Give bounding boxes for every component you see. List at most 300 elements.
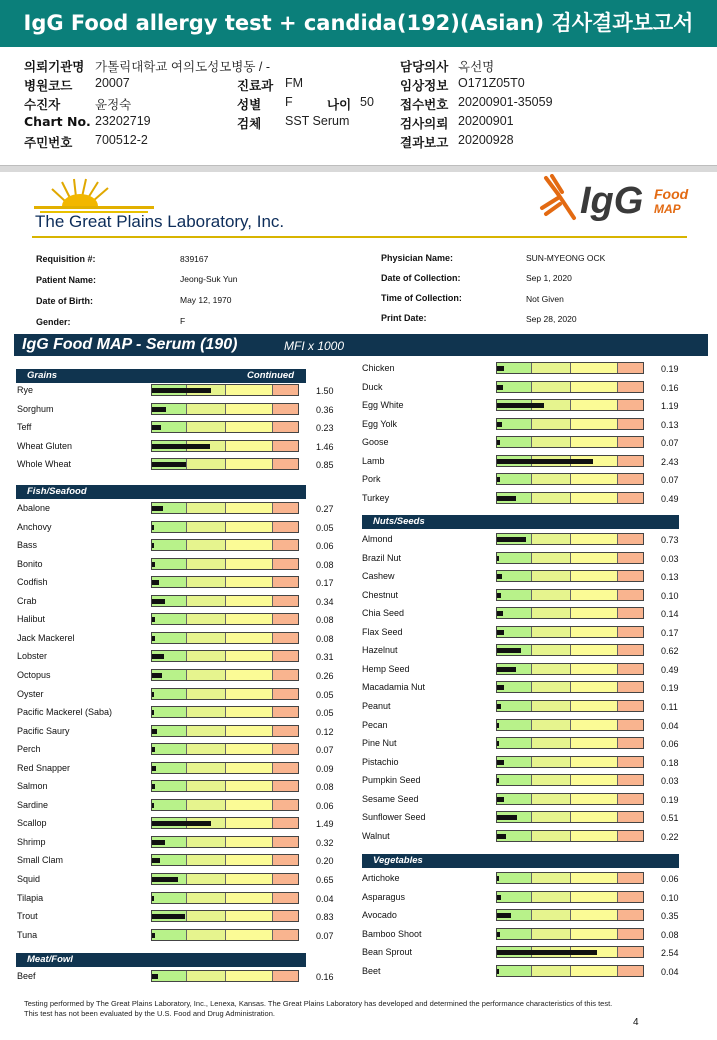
bar-zone xyxy=(532,553,571,563)
bar-zone xyxy=(187,459,226,469)
food-row xyxy=(17,852,346,870)
food-value: 0.20 xyxy=(316,856,334,867)
bar-zone xyxy=(273,459,298,469)
bar-fill xyxy=(497,574,502,579)
bar-zone xyxy=(226,633,273,643)
header-label: 결과보고 xyxy=(400,135,449,150)
reactivity-bar xyxy=(496,681,644,693)
bar-zone xyxy=(532,892,571,902)
section-title: Vegetables xyxy=(373,855,423,866)
bar-zone xyxy=(187,404,226,414)
bar-zone xyxy=(571,757,618,767)
header-value: 20200901 xyxy=(458,114,514,128)
bar-zone xyxy=(618,910,643,920)
bar-zone xyxy=(618,419,643,429)
food-row xyxy=(362,531,691,549)
bar-zone xyxy=(273,559,298,569)
page-number: 4 xyxy=(633,1017,639,1028)
food-value: 0.14 xyxy=(661,609,679,620)
food-value: 0.08 xyxy=(661,929,679,940)
food-row xyxy=(362,416,691,434)
bar-fill xyxy=(497,950,597,955)
antibody-icon xyxy=(538,174,582,226)
header-label: 검사의뢰 xyxy=(400,116,449,131)
bar-fill xyxy=(497,496,516,501)
bar-zone xyxy=(273,596,298,606)
food-value: 0.03 xyxy=(661,776,679,787)
bar-zone xyxy=(187,781,226,791)
request-header xyxy=(0,50,717,167)
reactivity-bar xyxy=(496,811,644,823)
bar-zone xyxy=(497,419,532,429)
food-row xyxy=(17,611,346,629)
bar-zone xyxy=(571,812,618,822)
bar-zone xyxy=(226,855,273,865)
bar-fill xyxy=(497,556,499,561)
food-row xyxy=(17,574,346,592)
food-value: 2.54 xyxy=(661,948,679,959)
bar-zone xyxy=(226,441,273,451)
food-value: 0.07 xyxy=(316,745,334,756)
bar-zone xyxy=(532,738,571,748)
bar-zone xyxy=(273,633,298,643)
reactivity-bar xyxy=(151,817,299,829)
igg-food-map-logo xyxy=(538,174,698,230)
food-name: Bean Sprout xyxy=(362,947,413,958)
bar-zone xyxy=(532,775,571,785)
bar-fill xyxy=(497,895,501,900)
section-title: Fish/Seafood xyxy=(27,486,87,497)
bar-zone xyxy=(571,682,618,692)
bar-fill xyxy=(152,506,163,511)
bar-zone xyxy=(152,763,187,773)
bar-zone xyxy=(571,437,618,447)
food-row xyxy=(17,778,346,796)
bar-zone xyxy=(187,540,226,550)
bar-zone xyxy=(618,400,643,410)
bar-zone xyxy=(571,608,618,618)
bar-zone xyxy=(618,892,643,902)
bar-zone xyxy=(273,441,298,451)
bar-zone xyxy=(618,627,643,637)
reactivity-bar xyxy=(151,502,299,514)
bar-zone xyxy=(497,437,532,447)
bar-zone xyxy=(226,726,273,736)
food-value: 0.62 xyxy=(661,646,679,657)
bar-zone xyxy=(571,910,618,920)
bar-zone xyxy=(273,818,298,828)
patient-value: Sep 1, 2020 xyxy=(526,273,572,283)
reactivity-bar xyxy=(496,737,644,749)
food-value: 0.05 xyxy=(316,689,334,700)
bar-zone xyxy=(226,614,273,624)
food-name: Sunflower Seed xyxy=(362,812,426,823)
food-name: Crab xyxy=(17,595,37,606)
food-value: 0.83 xyxy=(316,912,334,923)
bar-zone xyxy=(532,812,571,822)
header-value: F xyxy=(285,95,293,109)
food-name: Rye xyxy=(17,385,34,395)
bar-zone xyxy=(273,522,298,532)
food-value: 0.10 xyxy=(661,892,679,903)
bar-zone xyxy=(152,522,187,532)
food-value: 0.32 xyxy=(316,837,334,848)
food-name: Egg White xyxy=(362,400,404,411)
bar-zone xyxy=(618,873,643,883)
food-name: Trout xyxy=(17,911,38,922)
bar-fill xyxy=(497,932,500,937)
food-row xyxy=(17,741,346,759)
food-name: Pistachio xyxy=(362,756,399,767)
food-row xyxy=(362,698,691,716)
bar-zone xyxy=(532,831,571,841)
food-value: 0.18 xyxy=(661,757,679,768)
report-title: IgG Food allergy test + candida(192)(Asian) 검사결과보고서 xyxy=(0,0,717,47)
food-name: Halibut xyxy=(17,614,46,625)
bar-zone xyxy=(618,645,643,655)
header-value: 옥선명 xyxy=(458,60,495,74)
bar-fill xyxy=(152,388,211,393)
food-value: 0.07 xyxy=(316,930,334,941)
bar-zone xyxy=(187,893,226,903)
bar-zone xyxy=(618,456,643,466)
food-name: Bonito xyxy=(17,558,43,569)
bar-fill xyxy=(152,692,154,697)
patient-label: Physician Name: xyxy=(381,253,454,263)
food-row xyxy=(17,760,346,778)
food-name: Peanut xyxy=(362,700,391,711)
reactivity-bar xyxy=(496,644,644,656)
bar-fill xyxy=(152,543,154,548)
bar-zone xyxy=(273,614,298,624)
bar-fill xyxy=(497,385,503,390)
bar-zone xyxy=(571,664,618,674)
header-value: FM xyxy=(285,76,304,90)
food-row xyxy=(362,642,691,660)
food-row xyxy=(362,791,691,809)
food-row xyxy=(362,360,691,378)
patient-label: Gender: xyxy=(36,317,71,327)
reactivity-bar xyxy=(496,418,644,430)
food-value: 0.08 xyxy=(316,559,334,570)
food-name: Sesame Seed xyxy=(362,793,419,804)
bar-zone xyxy=(497,590,532,600)
patient-value: May 12, 1970 xyxy=(180,295,232,305)
bar-zone xyxy=(571,775,618,785)
bar-fill xyxy=(497,969,499,974)
reactivity-bar xyxy=(151,970,299,982)
bar-zone xyxy=(618,720,643,730)
food-value: 0.06 xyxy=(316,800,334,811)
bar-zone xyxy=(273,855,298,865)
food-name: Oyster xyxy=(17,688,44,699)
food-value: 0.19 xyxy=(661,794,679,805)
header-label: 담당의사 xyxy=(400,59,449,74)
food-value: 0.19 xyxy=(661,364,679,374)
food-name: Pine Nut xyxy=(362,738,397,749)
bar-zone xyxy=(571,831,618,841)
food-name: Cashew xyxy=(362,571,395,582)
bar-fill xyxy=(152,407,166,412)
bar-zone xyxy=(152,781,187,791)
bar-zone xyxy=(152,726,187,736)
food-row xyxy=(362,889,691,907)
food-name: Hemp Seed xyxy=(362,663,410,674)
food-row xyxy=(362,907,691,925)
reactivity-bar xyxy=(151,521,299,533)
bar-fill xyxy=(152,729,157,734)
food-value: 0.09 xyxy=(316,763,334,774)
bar-zone xyxy=(532,363,571,373)
bar-zone xyxy=(532,929,571,939)
food-name: Pacific Mackerel (Saba) xyxy=(17,707,113,718)
reactivity-bar xyxy=(496,492,644,504)
bar-zone xyxy=(497,775,532,785)
bar-zone xyxy=(532,794,571,804)
bar-zone xyxy=(497,929,532,939)
bar-fill xyxy=(152,766,156,771)
bar-fill xyxy=(152,858,160,863)
food-value: 0.04 xyxy=(661,720,679,731)
header-label: 의뢰기관명 xyxy=(24,59,85,74)
bar-fill xyxy=(152,673,162,678)
section-header xyxy=(16,953,306,967)
food-name: Octopus xyxy=(17,669,51,680)
bar-zone xyxy=(532,701,571,711)
food-value: 0.49 xyxy=(661,493,679,504)
bar-fill xyxy=(497,459,593,464)
header-label: 수진자 xyxy=(24,97,61,112)
bar-fill xyxy=(152,654,164,659)
bar-zone xyxy=(618,571,643,581)
reactivity-bar xyxy=(496,774,644,786)
food-row xyxy=(17,382,346,400)
bar-fill xyxy=(497,403,544,408)
bar-zone xyxy=(226,422,273,432)
food-name: Tuna xyxy=(17,929,38,940)
food-value: 0.07 xyxy=(661,475,679,486)
food-row xyxy=(17,593,346,611)
food-row xyxy=(362,587,691,605)
bar-zone xyxy=(497,892,532,902)
bar-fill xyxy=(152,525,154,530)
food-row xyxy=(17,500,346,518)
food-value: 0.03 xyxy=(661,553,679,564)
bar-zone xyxy=(618,794,643,804)
food-row xyxy=(362,809,691,827)
bar-zone xyxy=(187,800,226,810)
bar-zone xyxy=(571,627,618,637)
food-name: Jack Mackerel xyxy=(17,632,75,643)
food-name: Scallop xyxy=(17,818,47,829)
food-value: 0.85 xyxy=(316,460,334,471)
food-row xyxy=(17,927,346,945)
reactivity-bar xyxy=(496,399,644,411)
bar-zone xyxy=(571,553,618,563)
food-row xyxy=(362,679,691,697)
bar-zone xyxy=(532,437,571,447)
bar-fill xyxy=(152,617,155,622)
bar-zone xyxy=(273,930,298,940)
bar-zone xyxy=(532,873,571,883)
bar-zone xyxy=(273,874,298,884)
bar-zone xyxy=(152,614,187,624)
food-value: 0.17 xyxy=(316,578,334,589)
bar-zone xyxy=(226,503,273,513)
food-row xyxy=(17,797,346,815)
bar-zone xyxy=(532,419,571,429)
bar-zone xyxy=(618,775,643,785)
bar-zone xyxy=(226,800,273,810)
patient-value: 839167 xyxy=(180,254,209,264)
bar-fill xyxy=(497,876,499,881)
header-label: 접수번호 xyxy=(400,97,449,112)
food-value: 0.73 xyxy=(661,535,679,545)
bar-zone xyxy=(532,664,571,674)
reactivity-bar xyxy=(151,929,299,941)
reactivity-bar xyxy=(151,458,299,470)
food-row xyxy=(17,667,346,685)
bar-zone xyxy=(187,855,226,865)
food-value: 0.65 xyxy=(316,875,334,885)
bar-zone xyxy=(532,474,571,484)
bar-zone xyxy=(618,608,643,618)
food-name: Asparagus xyxy=(362,891,406,902)
bar-zone xyxy=(497,873,532,883)
food-row xyxy=(362,754,691,772)
bar-zone xyxy=(571,474,618,484)
food-row xyxy=(17,686,346,704)
food-name: Teff xyxy=(17,422,32,433)
bar-zone xyxy=(226,911,273,921)
bar-zone xyxy=(187,930,226,940)
reactivity-bar xyxy=(151,688,299,700)
bar-zone xyxy=(497,738,532,748)
reactivity-bar xyxy=(496,381,644,393)
bar-fill xyxy=(497,797,504,802)
reactivity-bar xyxy=(496,793,644,805)
food-row xyxy=(17,519,346,537)
bar-zone xyxy=(532,720,571,730)
bar-zone xyxy=(497,571,532,581)
bar-zone xyxy=(618,590,643,600)
bar-zone xyxy=(226,837,273,847)
reactivity-bar xyxy=(496,663,644,675)
reactivity-bar xyxy=(151,725,299,737)
bar-zone xyxy=(226,893,273,903)
food-row xyxy=(362,434,691,452)
bar-zone xyxy=(532,590,571,600)
bar-zone xyxy=(187,726,226,736)
food-name: Egg Yolk xyxy=(362,418,398,429)
food-name: Perch xyxy=(17,744,41,755)
food-value: 0.11 xyxy=(661,701,678,712)
food-name: Beet xyxy=(362,965,381,976)
bar-zone xyxy=(618,929,643,939)
reactivity-bar xyxy=(151,576,299,588)
bar-zone xyxy=(152,930,187,940)
food-row xyxy=(17,723,346,741)
food-row xyxy=(17,890,346,908)
bar-zone xyxy=(226,781,273,791)
bar-fill xyxy=(152,425,161,430)
bar-zone xyxy=(226,874,273,884)
bar-zone xyxy=(273,800,298,810)
food-name: Pumpkin Seed xyxy=(362,775,421,786)
bar-zone xyxy=(571,645,618,655)
bar-fill xyxy=(497,537,526,542)
bar-zone xyxy=(273,707,298,717)
reactivity-bar xyxy=(151,873,299,885)
bar-zone xyxy=(497,474,532,484)
bar-zone xyxy=(273,744,298,754)
bar-zone xyxy=(187,422,226,432)
food-name: Whole Wheat xyxy=(17,459,72,470)
food-name: Sardine xyxy=(17,799,49,810)
reactivity-bar xyxy=(151,706,299,718)
bar-zone xyxy=(273,503,298,513)
logo-igg: IgG xyxy=(580,180,644,222)
bar-zone xyxy=(532,382,571,392)
bar-zone xyxy=(618,437,643,447)
food-name: Codfish xyxy=(17,577,48,588)
lab-name: The Great Plains Laboratory, Inc. xyxy=(35,212,285,231)
food-value: 1.46 xyxy=(316,441,334,452)
food-name: Small Clam xyxy=(17,855,64,866)
bar-fill xyxy=(497,648,521,653)
patient-label: Date of Collection: xyxy=(381,273,461,283)
header-value: O171Z05T0 xyxy=(458,76,525,90)
food-value: 0.27 xyxy=(316,504,334,514)
bar-zone xyxy=(618,474,643,484)
bar-zone xyxy=(226,689,273,699)
food-row xyxy=(362,717,691,735)
bar-zone xyxy=(532,910,571,920)
bar-zone xyxy=(618,382,643,392)
bar-zone xyxy=(226,971,273,981)
bar-zone xyxy=(618,757,643,767)
bar-zone xyxy=(497,701,532,711)
bar-zone xyxy=(187,522,226,532)
food-value: 1.49 xyxy=(316,819,334,830)
bar-zone xyxy=(187,559,226,569)
reactivity-bar xyxy=(151,403,299,415)
bar-fill xyxy=(152,877,178,882)
bar-zone xyxy=(571,929,618,939)
patient-label: Date of Birth: xyxy=(36,296,93,306)
bar-fill xyxy=(152,821,211,826)
bar-zone xyxy=(273,422,298,432)
food-row xyxy=(362,661,691,679)
food-name: Flax Seed xyxy=(362,626,403,637)
reactivity-bar xyxy=(151,650,299,662)
reactivity-bar xyxy=(151,799,299,811)
bar-zone xyxy=(532,682,571,692)
header-value: 20200928 xyxy=(458,133,514,147)
reactivity-bar xyxy=(496,436,644,448)
food-value: 0.06 xyxy=(316,541,334,552)
bar-zone xyxy=(532,966,571,976)
bar-zone xyxy=(571,534,618,544)
section-title: Nuts/Seeds xyxy=(373,516,425,527)
bar-zone xyxy=(497,966,532,976)
food-row xyxy=(17,438,346,456)
bar-zone xyxy=(273,577,298,587)
reactivity-bar xyxy=(496,362,644,374)
bar-zone xyxy=(187,707,226,717)
section-header xyxy=(362,854,679,868)
bar-fill xyxy=(497,422,502,427)
